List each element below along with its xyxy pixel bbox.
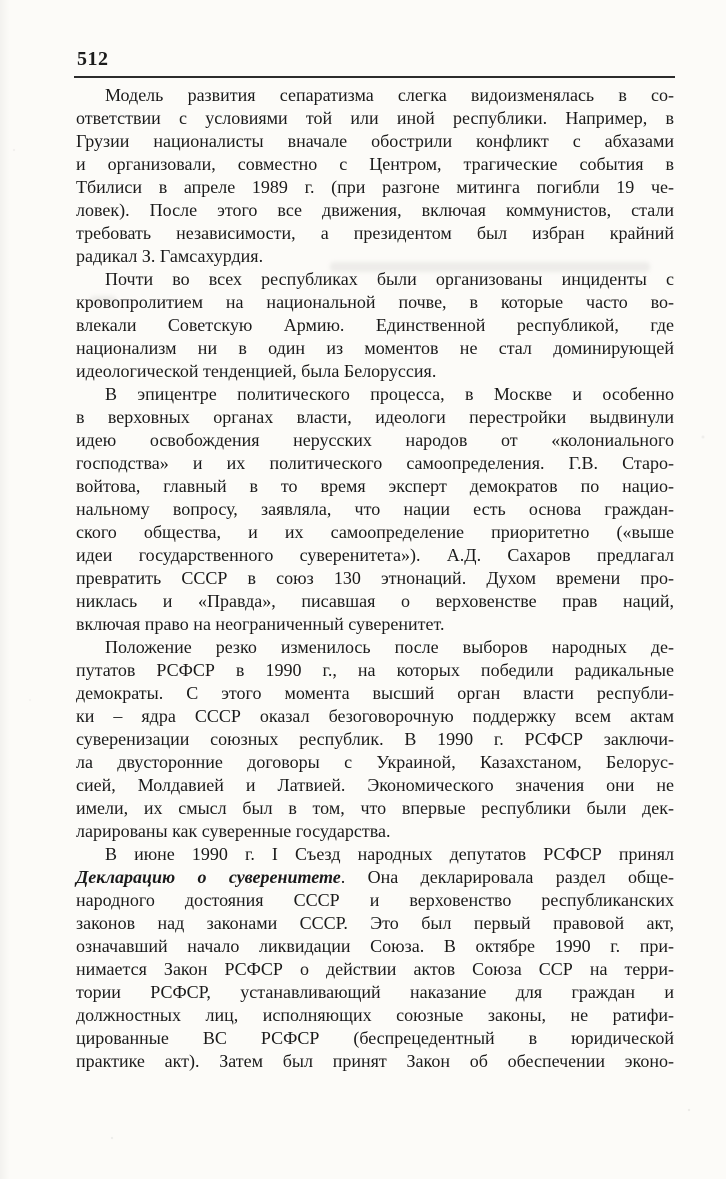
text-line: ла двусторонние договоры с Украиной, Казахстаном, Белорус-	[76, 752, 674, 772]
page-number: 512	[77, 48, 109, 70]
text-line: тории РСФСР, устанавливающий наказание для граждан и	[76, 982, 674, 1002]
text-line: нальному вопросу, заявляла, что нации есть основа граждан-	[76, 499, 674, 519]
text-line	[76, 866, 674, 889]
text-line: ки – ядра СССР оказал безоговорочную поддержку всем актам	[76, 706, 674, 726]
text-line: В июне 1990 г. I Съезд народных депутатов РСФСР принял	[105, 844, 674, 864]
text-line: суверенизации союзных республик. В 1990 г. РСФСР заключи-	[76, 729, 674, 749]
text-line: имели, их смысл был в том, что впервые республики были дек-	[76, 798, 674, 818]
text-line: Тбилиси в апреле 1989 г. (при разгоне митинга погибли 19 че-	[76, 177, 674, 197]
text-line: нимается Закон РСФСР о действии актов Союза ССР на терри-	[76, 959, 674, 979]
text-line: практике акт). Затем был принят Закон об обеспечении эконо-	[76, 1051, 674, 1071]
text-line: включая право на неограниченный суверенитет.	[76, 614, 445, 634]
text-line: демократы. С этого момента высший орган власти республи-	[76, 683, 674, 703]
text-line: В эпицентре политического процесса, в Москве и особенно	[105, 384, 674, 404]
text-line: в верховных органах власти, идеологи перестройки выдвинули	[76, 407, 674, 427]
text-line: Почти во всех республиках были организованы инциденты с	[105, 269, 674, 289]
text-line: народного достояния СССР и верховенство республиканских	[76, 890, 674, 910]
text-line: радикал З. Гамсахурдия.	[76, 246, 264, 266]
text-line: должностных лиц, исполняющих союзные законы, не ратифи-	[76, 1005, 674, 1025]
text-line: превратить СССР в союз 130 этнонаций. Духом времени про-	[76, 568, 674, 588]
page-text	[76, 84, 674, 1073]
text-line: идеи государственного суверенитета»). А.Д. Сахаров предлагал	[76, 545, 674, 565]
emphasized-text: Декларацию о суверенитете	[76, 867, 341, 887]
text-line: требовать независимости, а президентом был избран крайний	[76, 223, 674, 243]
text-line: и организовали, совместно с Центром, трагические события в	[76, 154, 674, 174]
text-line: означавший начало ликвидации Союза. В октябре 1990 г. при-	[76, 936, 674, 956]
text-line: Грузии националисты вначале обострили конфликт с абхазами	[76, 131, 674, 151]
text-line: влекали Советскую Армию. Единственной республикой, где	[76, 315, 674, 335]
text-line: Модель развития сепаратизма слегка видоизменялась в со-	[105, 85, 674, 105]
text-line: цированные ВС РСФСР (беспрецедентный в юридической	[76, 1028, 674, 1048]
text-line: никлась и «Правда», писавшая о верховенстве прав наций,	[76, 591, 674, 611]
text-line: ского общества, и их самоопределение приоритетно («выше	[76, 522, 674, 542]
text-line: национализм ни в один из моментов не стал доминирующей	[76, 338, 674, 358]
text-line: ответствии с условиями той или иной республики. Например, в	[76, 108, 674, 128]
header-rule	[74, 76, 675, 78]
text-line: ларированы как суверенные государства.	[76, 821, 391, 841]
text-line: кровопролитием на национальной почве, в которые часто во-	[76, 292, 674, 312]
text-line: господства» и их политического самоопределения. Г.В. Старо-	[76, 453, 674, 473]
text-line: законов над законами СССР. Это был первый правовой акт,	[76, 913, 674, 933]
text-line: Положение резко изменилось после выборов народных де-	[105, 637, 674, 657]
text-line: ловек). После этого все движения, включая коммунистов, стали	[76, 200, 674, 220]
text-line: идею освобождения нерусских народов от «колониального	[76, 430, 674, 450]
text-line: сией, Молдавией и Латвией. Экономического значения они не	[76, 775, 674, 795]
text-line: путатов РСФСР в 1990 г., на которых победили радикальные	[76, 660, 674, 680]
text-segment: . Она декларировала раздел обще-	[340, 867, 674, 887]
text-line: идеологической тенденцией, была Белоруссия.	[76, 361, 437, 381]
text-line: войтова, главный в то время эксперт демократов по нацио-	[76, 476, 674, 496]
